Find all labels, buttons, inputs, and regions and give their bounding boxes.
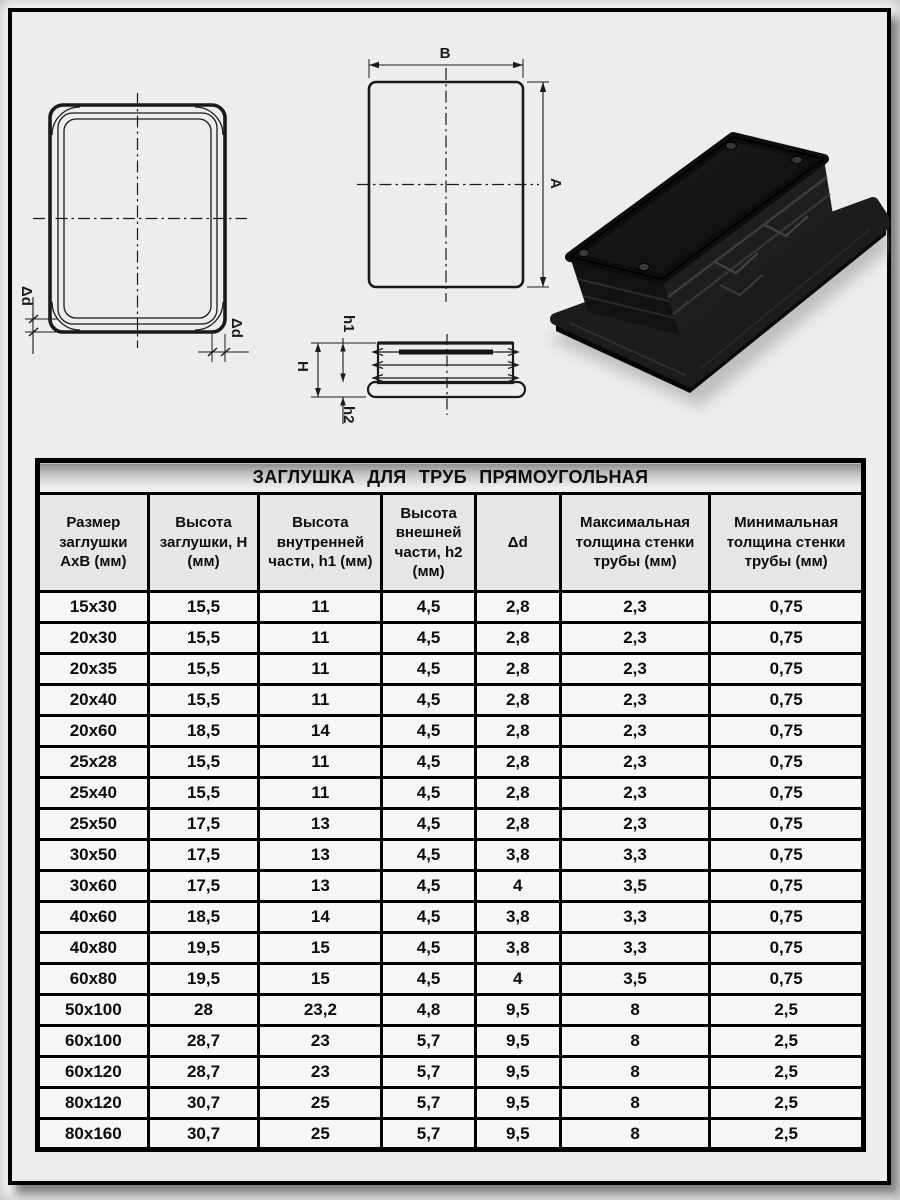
size-cell: 40x80 [38,933,149,964]
size-cell: 20x35 [38,654,149,685]
value-cell: 9,5 [475,995,560,1026]
table-row [38,1088,864,1119]
value-cell: 2,3 [560,592,710,623]
table-header-row [38,494,864,592]
value-cell: 13 [259,871,382,902]
value-cell: 0,75 [710,685,864,716]
value-cell: 5,7 [382,1026,475,1057]
value-cell: 4,5 [382,623,475,654]
table-title-row [38,461,864,494]
value-cell: 11 [259,654,382,685]
value-cell: 11 [259,778,382,809]
value-cell: 18,5 [148,716,259,747]
size-cell: 80x120 [38,1088,149,1119]
table-row [38,840,864,871]
value-cell: 23 [259,1026,382,1057]
dim-label-h1: h1 [340,315,357,333]
value-cell: 11 [259,747,382,778]
value-cell: 4,5 [382,778,475,809]
value-cell: 25 [259,1088,382,1119]
value-cell: 4,5 [382,716,475,747]
column-header: Размер заглушки АхВ (мм) [38,494,149,592]
value-cell: 2,3 [560,685,710,716]
table-row [38,716,864,747]
value-cell: 15,5 [148,654,259,685]
value-cell: 14 [259,716,382,747]
column-header: Δd [475,494,560,592]
value-cell: 2,5 [710,1088,864,1119]
value-cell: 0,75 [710,809,864,840]
value-cell: 8 [560,1119,710,1150]
value-cell: 2,8 [475,716,560,747]
value-cell: 2,8 [475,685,560,716]
table-row [38,964,864,995]
table-row [38,1026,864,1057]
size-cell: 40x60 [38,902,149,933]
value-cell: 8 [560,1026,710,1057]
value-cell: 8 [560,995,710,1026]
value-cell: 4,5 [382,840,475,871]
table-row [38,654,864,685]
size-cell: 50x100 [38,995,149,1026]
value-cell: 19,5 [148,964,259,995]
value-cell: 0,75 [710,933,864,964]
value-cell: 30,7 [148,1088,259,1119]
value-cell: 0,75 [710,623,864,654]
size-cell: 20x60 [38,716,149,747]
table-row [38,592,864,623]
value-cell: 9,5 [475,1057,560,1088]
value-cell: 0,75 [710,592,864,623]
column-header: Высота заглушки, Н (мм) [148,494,259,592]
table-row [38,871,864,902]
value-cell: 2,5 [710,1057,864,1088]
column-header: Высота внешней части, h2 (мм) [382,494,475,592]
value-cell: 2,8 [475,623,560,654]
value-cell: 4,5 [382,933,475,964]
size-cell: 60x120 [38,1057,149,1088]
value-cell: 13 [259,809,382,840]
value-cell: 3,3 [560,902,710,933]
value-cell: 15,5 [148,685,259,716]
value-cell: 2,3 [560,809,710,840]
dim-label-delta-d-left: Δd [18,286,35,306]
value-cell: 15,5 [148,747,259,778]
dim-label-a: A [547,178,564,189]
value-cell: 17,5 [148,840,259,871]
size-cell: 20x40 [38,685,149,716]
value-cell: 5,7 [382,1119,475,1150]
table-row [38,685,864,716]
value-cell: 17,5 [148,809,259,840]
profile-view-drawing [287,312,552,442]
value-cell: 0,75 [710,964,864,995]
value-cell: 15,5 [148,623,259,654]
size-cell: 15x30 [38,592,149,623]
value-cell: 25 [259,1119,382,1150]
value-cell: 3,8 [475,840,560,871]
value-cell: 4 [475,964,560,995]
value-cell: 23 [259,1057,382,1088]
size-cell: 25x50 [38,809,149,840]
value-cell: 9,5 [475,1088,560,1119]
value-cell: 0,75 [710,902,864,933]
size-cell: 80x160 [38,1119,149,1150]
content-frame [8,8,891,1185]
size-cell: 20x30 [38,623,149,654]
value-cell: 2,3 [560,654,710,685]
value-cell: 4,5 [382,871,475,902]
value-cell: 0,75 [710,716,864,747]
value-cell: 15,5 [148,778,259,809]
table-title: ЗАГЛУШКА ДЛЯ ТРУБ ПРЯМОУГОЛЬНАЯ [38,461,864,494]
value-cell: 23,2 [259,995,382,1026]
dim-label-h2: h2 [340,406,357,424]
value-cell: 5,7 [382,1088,475,1119]
value-cell: 0,75 [710,871,864,902]
value-cell: 3,5 [560,871,710,902]
value-cell: 4,5 [382,809,475,840]
dim-label-b: B [439,45,451,62]
value-cell: 4,5 [382,685,475,716]
value-cell: 4,5 [382,964,475,995]
value-cell: 18,5 [148,902,259,933]
value-cell: 11 [259,685,382,716]
size-cell: 30x50 [38,840,149,871]
value-cell: 8 [560,1057,710,1088]
value-cell: 2,5 [710,995,864,1026]
value-cell: 3,8 [475,902,560,933]
value-cell: 0,75 [710,654,864,685]
table-row [38,995,864,1026]
value-cell: 15 [259,933,382,964]
value-cell: 4,5 [382,747,475,778]
size-cell: 25x28 [38,747,149,778]
table-row [38,1119,864,1150]
value-cell: 3,5 [560,964,710,995]
value-cell: 2,5 [710,1026,864,1057]
table-body [38,592,864,1150]
value-cell: 2,3 [560,623,710,654]
dim-label-delta-d-right: Δd [228,318,245,338]
size-cell: 60x80 [38,964,149,995]
value-cell: 3,3 [560,840,710,871]
column-header: Минимальная толщина стенки трубы (мм) [710,494,864,592]
value-cell: 2,3 [560,716,710,747]
value-cell: 2,3 [560,778,710,809]
value-cell: 2,3 [560,747,710,778]
spec-table-wrap [35,458,866,1152]
value-cell: 2,8 [475,592,560,623]
column-header: Высота внутренней части, h1 (мм) [259,494,382,592]
table-row [38,902,864,933]
value-cell: 0,75 [710,778,864,809]
value-cell: 11 [259,592,382,623]
value-cell: 4,8 [382,995,475,1026]
value-cell: 30,7 [148,1119,259,1150]
value-cell: 4,5 [382,592,475,623]
value-cell: 9,5 [475,1026,560,1057]
value-cell: 3,8 [475,933,560,964]
value-cell: 3,3 [560,933,710,964]
spec-table [35,458,866,1152]
rib-dark-band [399,350,493,355]
value-cell: 4,5 [382,902,475,933]
value-cell: 28 [148,995,259,1026]
plug-3d-render [540,107,890,442]
table-row [38,778,864,809]
value-cell: 15,5 [148,592,259,623]
column-header: Максимальная толщина стенки трубы (мм) [560,494,710,592]
value-cell: 19,5 [148,933,259,964]
value-cell: 2,8 [475,809,560,840]
value-cell: 4,5 [382,654,475,685]
dim-label-H: H [294,361,311,372]
table-row [38,1057,864,1088]
table-row [38,747,864,778]
value-cell: 0,75 [710,840,864,871]
size-cell: 25x40 [38,778,149,809]
value-cell: 14 [259,902,382,933]
value-cell: 2,8 [475,654,560,685]
size-cell: 30x60 [38,871,149,902]
value-cell: 11 [259,623,382,654]
value-cell: 0,75 [710,747,864,778]
size-cell: 60x100 [38,1026,149,1057]
value-cell: 9,5 [475,1119,560,1150]
table-row [38,933,864,964]
value-cell: 5,7 [382,1057,475,1088]
value-cell: 17,5 [148,871,259,902]
value-cell: 2,8 [475,747,560,778]
value-cell: 13 [259,840,382,871]
value-cell: 8 [560,1088,710,1119]
value-cell: 28,7 [148,1057,259,1088]
table-row [38,623,864,654]
table-row [38,809,864,840]
value-cell: 15 [259,964,382,995]
value-cell: 2,8 [475,778,560,809]
front-view-drawing [17,90,262,425]
value-cell: 4 [475,871,560,902]
value-cell: 2,5 [710,1119,864,1150]
value-cell: 28,7 [148,1026,259,1057]
